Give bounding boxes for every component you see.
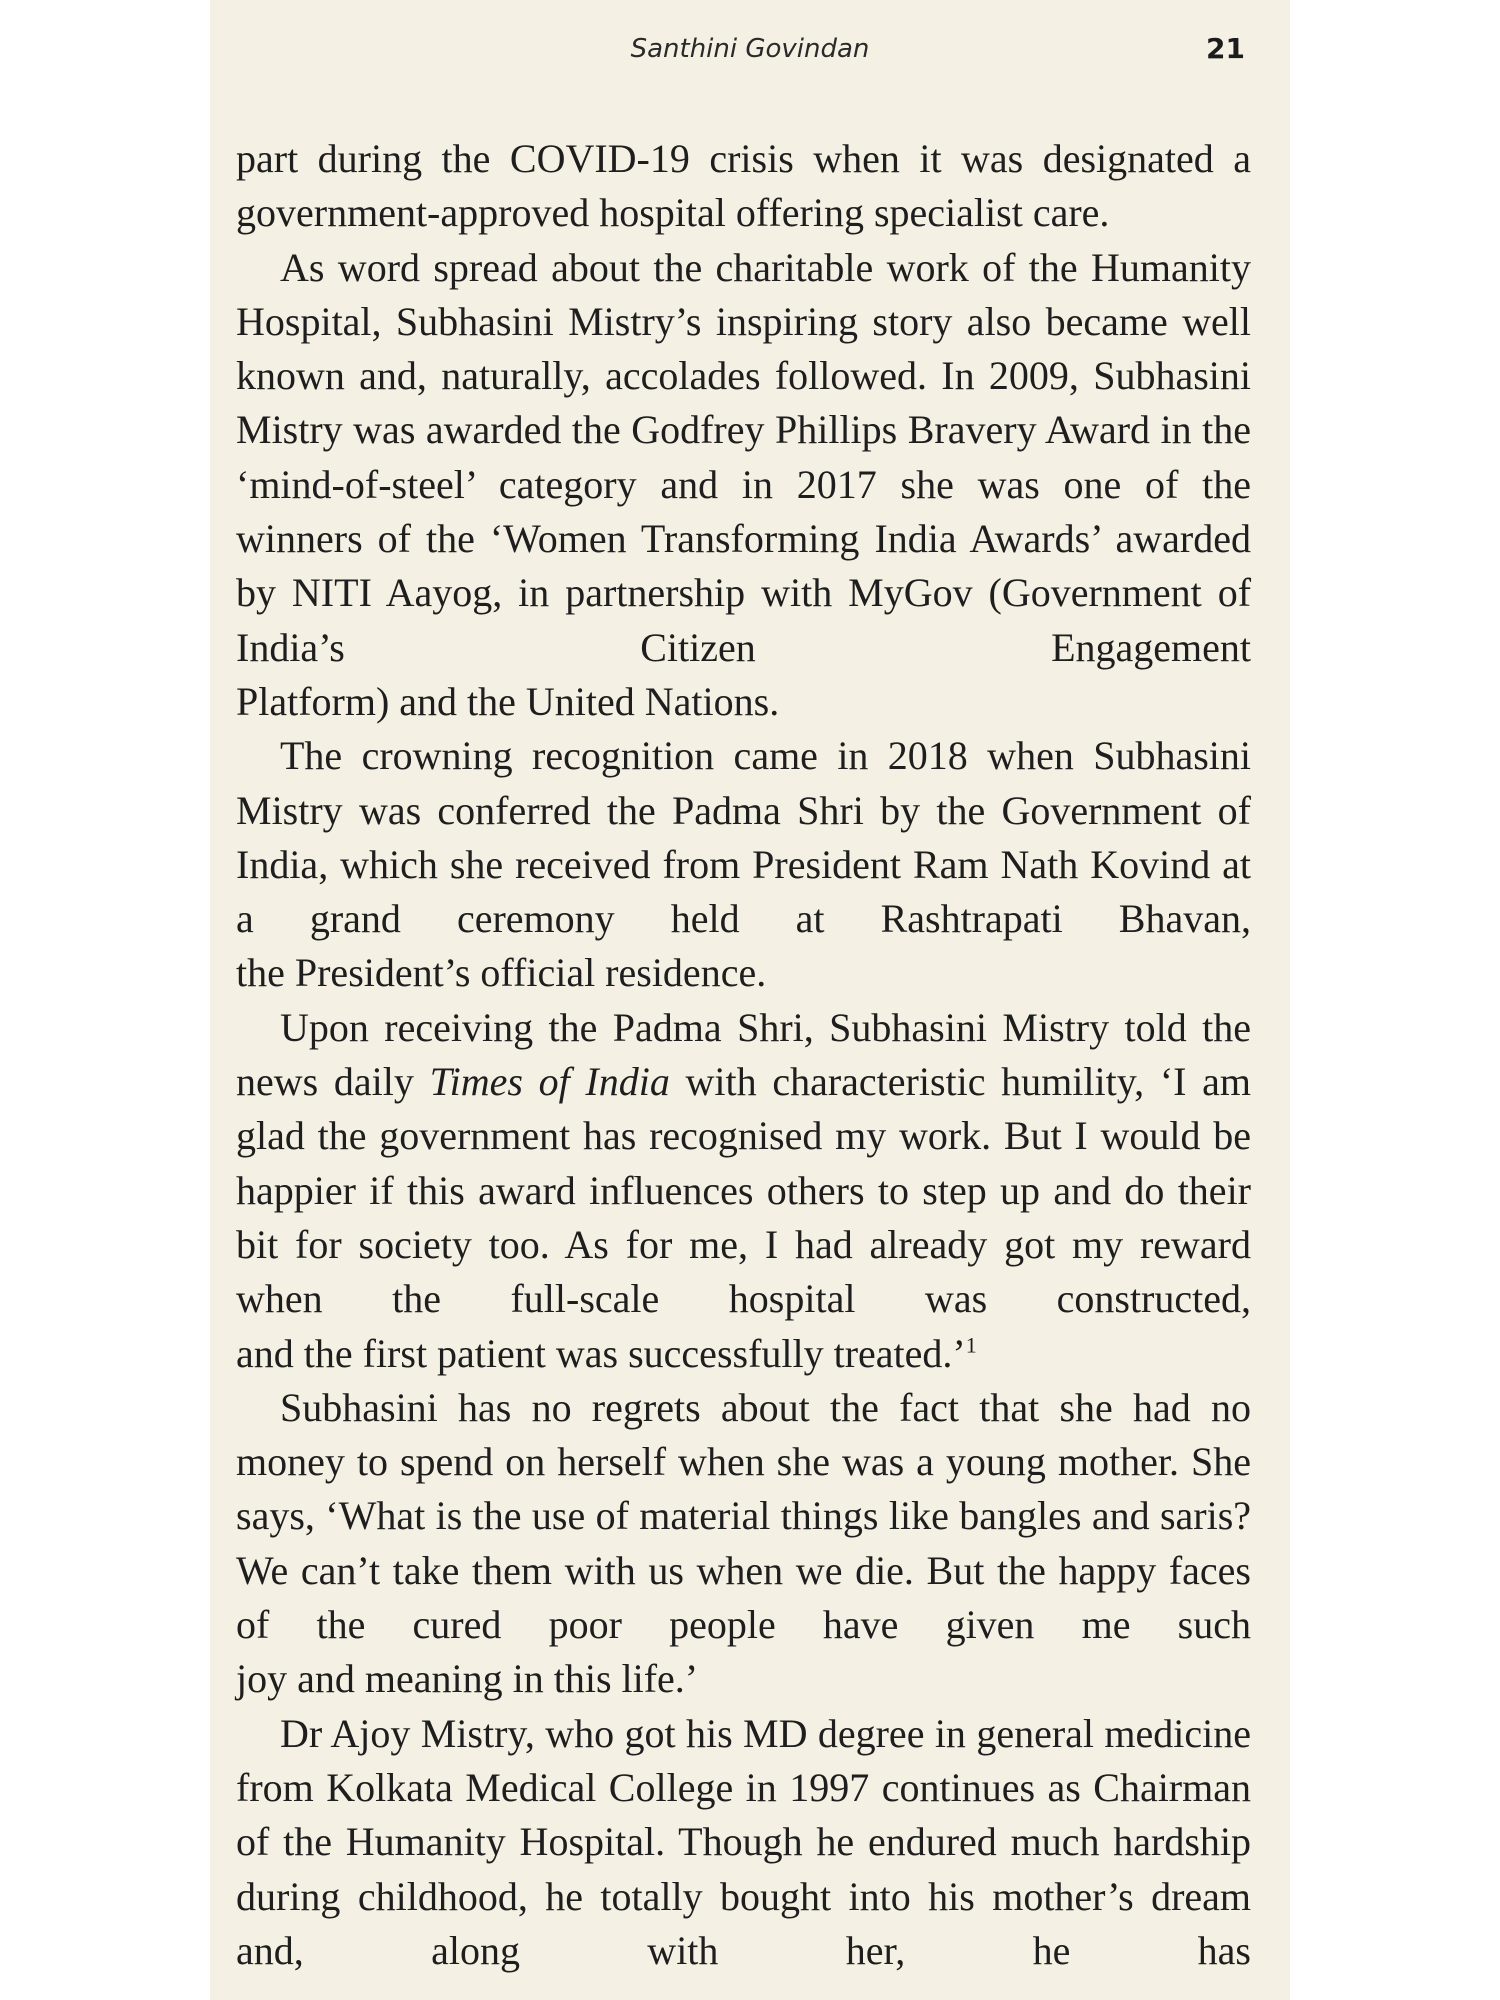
text-fragment: the news daily xyxy=(236,1004,1252,1105)
text-line: became well known and, naturally, accolades followed. In xyxy=(236,298,1252,399)
paragraph xyxy=(236,1381,1251,1707)
text-line: 2009, Subhasini Mistry was awarded the Godfrey Phillips xyxy=(236,353,1252,453)
text-line xyxy=(236,1327,1251,1381)
text-fragment: and the first patient was successfully treated.’ xyxy=(236,1330,966,1376)
text-line: part during the COVID-19 crisis when it was designated a xyxy=(236,136,1251,181)
text-line: she was one of the winners of the ‘Women Transforming xyxy=(236,461,1252,562)
footnote-marker[interactable]: 1 xyxy=(965,1332,977,1358)
text-line: Kovind at a grand ceremony held at Rashtrapati Bhavan, xyxy=(236,841,1251,942)
text-line: and do their bit for society too. As for me, I had already got xyxy=(236,1167,1251,1267)
text-line: of India, which she received from President Ram Nath xyxy=(236,787,1251,887)
text-line: the President’s official residence. xyxy=(236,950,767,996)
text-line: The crowning recognition came in 2018 when Subhasini xyxy=(280,733,1251,779)
text-line: happy faces of the cured poor people have given me such xyxy=(236,1547,1251,1648)
text-line: my reward when the full-scale hospital was constructed, xyxy=(236,1221,1251,1322)
body-text xyxy=(236,132,1251,1978)
paragraph xyxy=(236,729,1251,1000)
text-line: and saris? We can’t take them with us when we die. But the xyxy=(236,1493,1252,1593)
text-line: As word spread about the charitable work of the xyxy=(280,244,1078,290)
text-line: with MyGov (Government of India’s Citizen Engagement xyxy=(236,570,1252,670)
running-head: Santhini Govindan xyxy=(630,34,870,64)
text-line: Humanity Hospital, Subhasini Mistry’s inspiring story also xyxy=(236,244,1252,344)
book-page xyxy=(210,0,1290,2000)
text-line: would be happier if this award influences others to step up xyxy=(236,1113,1251,1213)
paragraph xyxy=(236,241,1251,730)
text-line: ‘I am glad the government has recognised my work. But I xyxy=(236,1059,1252,1159)
text-line: Mistry was conferred the Padma Shri by the Government xyxy=(236,787,1202,833)
page-header xyxy=(210,30,1290,74)
text-line: Subhasini has no regrets about the fact that she had no xyxy=(280,1384,1251,1430)
text-fragment: with characteristic humility, xyxy=(669,1059,1145,1105)
paragraph xyxy=(236,1707,1251,1978)
text-line: Bravery Award in the ‘mind-of-steel’ category and in 2017 xyxy=(236,407,1252,507)
text-line: Dr Ajoy Mistry, who got his MD degree in general xyxy=(280,1710,1095,1756)
text-line: bought into his mother’s dream and, along with her, he has xyxy=(236,1873,1252,1973)
text-line: Upon receiving the Padma Shri, Subhasini Mistry told xyxy=(280,1004,1187,1050)
text-line: government-approved hospital offering specialist care. xyxy=(236,190,1110,236)
text-line: money to spend on herself when she was a young mother. xyxy=(236,1439,1180,1485)
text-line: as Chairman of the Humanity Hospital. Though he xyxy=(236,1764,1251,1865)
text-line: She says, ‘What is the use of material things like bangles xyxy=(236,1439,1252,1539)
text-line: Platform) and the United Nations. xyxy=(236,678,780,724)
page-number: 21 xyxy=(1206,32,1245,65)
text-line: medicine from Kolkata Medical College in 1997 continues xyxy=(236,1710,1252,1810)
paragraph xyxy=(236,132,1251,241)
newspaper-title: Times of India xyxy=(429,1059,670,1105)
text-line: endured much hardship during childhood, he totally xyxy=(236,1819,1251,1919)
text-line: India Awards’ awarded by NITI Aayog, in partnership xyxy=(236,516,1251,616)
paragraph xyxy=(236,1001,1251,1381)
text-line: joy and meaning in this life.’ xyxy=(236,1656,699,1702)
